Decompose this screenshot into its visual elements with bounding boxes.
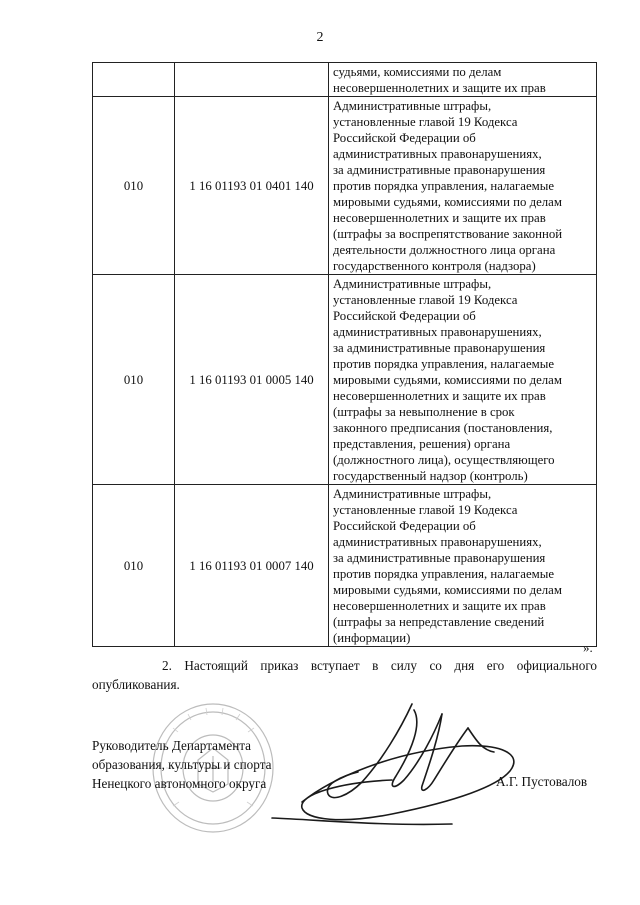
table-row <box>93 63 597 97</box>
description-line: Административные штрафы, <box>333 99 492 113</box>
description-line: несовершеннолетних и защите их прав <box>333 389 546 403</box>
description-line: деятельности должностного лица органа <box>333 243 556 257</box>
description-line: Российской Федерации об <box>333 309 476 323</box>
description-line: установленные главой 19 Кодекса <box>333 115 518 129</box>
description-line: несовершеннолетних и защите их прав <box>333 211 546 225</box>
description-line: Административные штрафы, <box>333 277 492 291</box>
description-line: за административные правонарушения <box>333 551 546 565</box>
description-line: мировыми судьями, комиссиями по делам <box>333 195 562 209</box>
description-line: административных правонарушениях, <box>333 147 542 161</box>
position-line: Ненецкого автономного округа <box>92 776 267 791</box>
paragraph-rest: опубликования. <box>92 677 180 692</box>
description-line: против порядка управления, налагаемые <box>333 179 555 193</box>
description-line: Российской Федерации об <box>333 519 476 533</box>
paragraph-first-line: 2. Настоящий приказ вступает в силу со дня его официального <box>162 658 597 673</box>
table-row <box>93 485 597 647</box>
description-line: (штрафы за невыполнение в срок <box>333 405 515 419</box>
signer-name: А.Г. Пустовалов <box>496 774 588 789</box>
description-line: установленные главой 19 Кодекса <box>333 503 518 517</box>
kbk-code-cell <box>175 63 329 97</box>
description-line: судьями, комиссиями по делам <box>333 65 502 79</box>
description-line: Административные штрафы, <box>333 487 492 501</box>
description-line: (информации) <box>333 631 411 645</box>
description-line: административных правонарушениях, <box>333 325 542 339</box>
admin-code-cell: 010 <box>93 97 175 275</box>
admin-code-cell: 010 <box>93 485 175 647</box>
table-row <box>93 275 597 485</box>
description-line: (штрафы за непредставление сведений <box>333 615 545 629</box>
fines-table <box>92 62 597 647</box>
description-line: за административные правонарушения <box>333 163 546 177</box>
description-line: Российской Федерации об <box>333 131 476 145</box>
description-line: за административные правонарушения <box>333 341 546 355</box>
description-line: государственного контроля (надзора) <box>333 259 536 273</box>
closing-quote: ». <box>583 640 593 655</box>
order-paragraph <box>92 656 597 694</box>
kbk-code-cell: 1 16 01193 01 0007 140 <box>175 485 329 647</box>
description-line: государственный надзор (контроль) <box>333 469 528 483</box>
description-cell <box>329 97 597 275</box>
description-line: административных правонарушениях, <box>333 535 542 549</box>
fines-table-body <box>93 63 597 647</box>
position-line: образования, культуры и спорта <box>92 757 272 772</box>
admin-code-cell <box>93 63 175 97</box>
kbk-code-cell: 1 16 01193 01 0005 140 <box>175 275 329 485</box>
admin-code-cell: 010 <box>93 275 175 485</box>
description-cell <box>329 275 597 485</box>
handwritten-signature <box>262 690 532 840</box>
description-line: представления, решения) органа <box>333 437 511 451</box>
description-line: несовершеннолетних и защите их прав <box>333 599 546 613</box>
page-number: 2 <box>316 30 324 45</box>
description-line: против порядка управления, налагаемые <box>333 567 555 581</box>
description-line: (штрафы за воспрепятствование законной <box>333 227 563 241</box>
description-line: несовершеннолетних и защите их прав <box>333 81 546 95</box>
description-line: установленные главой 19 Кодекса <box>333 293 518 307</box>
description-line: (должностного лица), осуществляющего <box>333 453 555 467</box>
signatory-position <box>92 736 271 793</box>
description-cell <box>329 63 597 97</box>
position-line: Руководитель Департамента <box>92 738 252 753</box>
description-line: против порядка управления, налагаемые <box>333 357 555 371</box>
kbk-code-cell: 1 16 01193 01 0401 140 <box>175 97 329 275</box>
description-line: мировыми судьями, комиссиями по делам <box>333 583 562 597</box>
description-line: мировыми судьями, комиссиями по делам <box>333 373 562 387</box>
description-cell <box>329 485 597 647</box>
table-row <box>93 97 597 275</box>
description-line: законного предписания (постановления, <box>333 421 553 435</box>
